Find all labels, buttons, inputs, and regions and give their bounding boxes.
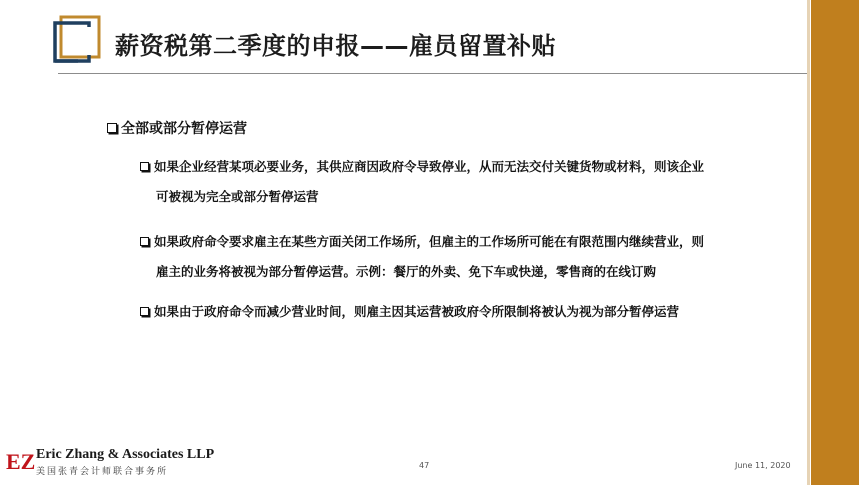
checkbox-square-icon [140,237,149,246]
svg-text:EZ: EZ [6,449,36,474]
slide-title: 薪资税第二季度的申报——雇员留置补贴 [115,32,556,60]
sub-bullet-3 [140,297,790,327]
checkbox-square-icon [140,162,149,171]
sub-bullet-3-line1: 如果由于政府命令而减少营业时间，则雇主因其运营被政府令所限制将被认为视为部分暂停运营 [154,304,680,319]
sub-bullet-2 [140,227,790,287]
checkbox-square-icon [107,123,117,133]
firm-name: Eric Zhang & Associates LLP [36,447,215,462]
sub-bullet-1-line2: 可被视为完全或部分暂停运营 [156,189,319,204]
bracket-squares-icon [52,13,102,65]
firm-name-cn: 美国张青会计师联合事务所 [36,467,169,477]
accent-bar [811,0,859,485]
slide-date: June 11, 2020 [735,461,791,470]
sub-bullet-2-line2: 雇主的业务将被视为部分暂停运营。示例：餐厅的外卖、免下车或快递，零售商的在线订购 [156,264,657,279]
main-bullet [107,118,247,138]
title-divider [58,73,807,74]
page-number: 47 [419,461,430,470]
sub-bullet-1 [140,152,790,212]
ez-logo-icon [6,447,36,477]
main-bullet-text: 全部或部分暂停运营 [121,121,247,137]
checkbox-square-icon [140,307,149,316]
sub-bullet-2-line1: 如果政府命令要求雇主在某些方面关闭工作场所，但雇主的工作场所可能在有限范围内继续营业，则 [154,234,705,249]
accent-bar-edge [807,0,810,485]
sub-bullet-1-line1: 如果企业经营某项必要业务，其供应商因政府令导致停业，从而无法交付关键货物或材料，则该企业 [154,159,705,174]
